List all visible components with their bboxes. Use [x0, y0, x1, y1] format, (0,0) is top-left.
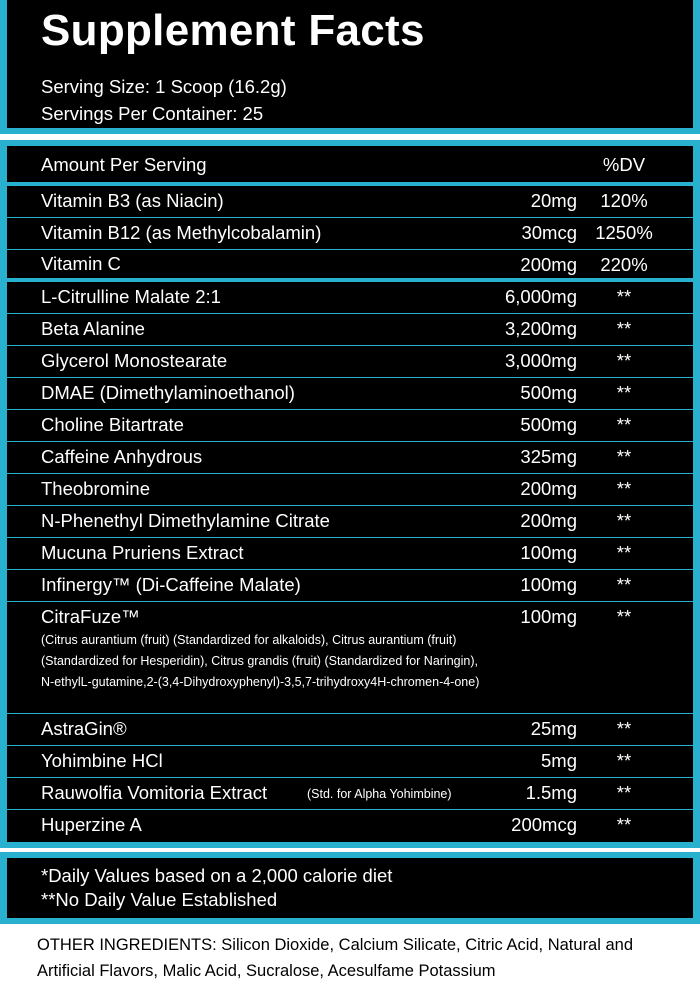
ingredient-amount: 200mg	[520, 254, 577, 275]
ingredient-row	[7, 602, 693, 714]
dv-header: %DV	[602, 154, 646, 175]
ingredient-dv: **	[616, 510, 632, 531]
ingredient-dv: **	[616, 446, 632, 467]
ingredient-amount: 6,000mg	[505, 286, 577, 307]
ingredient-note: (Std. for Alpha Yohimbine)	[307, 787, 452, 801]
ingredient-row	[7, 346, 693, 378]
ingredient-row	[7, 538, 693, 570]
ingredient-amount: 200mg	[520, 510, 577, 531]
facts-panel	[0, 140, 700, 848]
ingredient-name: DMAE (Dimethylaminoethanol)	[41, 382, 295, 403]
ingredient-name: Theobromine	[41, 478, 151, 499]
vitamin-row	[7, 218, 693, 250]
serving-size: Serving Size: 1 Scoop (16.2g)	[41, 76, 287, 97]
ingredient-amount: 100mg	[520, 606, 577, 627]
ingredient-amount: 20mg	[530, 190, 577, 211]
ingredient-description: (Citrus aurantium (fruit) (Standardized for alkaloids), Citrus aurantium (fruit) (Standardized for Hesperidin), Citrus grandis (fruit) (Standardized for Naringin), N-ethylL-gutamine,2-(3,4-Dihydroxyphenyl)-3,5,7-trihydroxy4H-chromen-4-one)	[41, 633, 480, 689]
amount-per-serving-header: Amount Per Serving	[41, 154, 207, 175]
ingredient-name: Infinergy™ (Di-Caffeine Malate)	[41, 574, 301, 595]
ingredient-row	[7, 474, 693, 506]
other-ingredients-text: Silicon Dioxide, Calcium Silicate, Citric Acid, Natural and Artificial Flavors, Malic Acid, Sucralose, Acesulfame Potassium	[37, 936, 634, 980]
ingredient-dv: **	[616, 382, 632, 403]
ingredient-name: Vitamin C	[41, 253, 121, 274]
ingredient-row	[7, 714, 693, 746]
other-ingredients	[37, 932, 687, 984]
ingredient-amount: 100mg	[520, 574, 577, 595]
ingredient-amount: 25mg	[530, 718, 577, 739]
ingredient-row	[7, 442, 693, 474]
footnote-box	[7, 858, 693, 918]
ingredient-dv: **	[616, 606, 632, 627]
no-dv-footnote: **No Daily Value Established	[41, 889, 278, 910]
ingredient-amount: 5mg	[541, 750, 577, 771]
ingredient-dv: 120%	[600, 190, 648, 211]
ingredient-name: Vitamin B12 (as Methylcobalamin)	[41, 222, 322, 243]
ingredient-dv: **	[616, 750, 632, 771]
ingredient-name: Mucuna Pruriens Extract	[41, 542, 244, 563]
ingredient-name: L-Citrulline Malate 2:1	[41, 286, 221, 307]
ingredient-name: Vitamin B3 (as Niacin)	[41, 190, 224, 211]
ingredient-amount: 200mg	[520, 478, 577, 499]
vitamin-row	[7, 186, 693, 218]
ingredient-dv: **	[616, 318, 632, 339]
other-ingredients-label: OTHER INGREDIENTS:	[37, 936, 217, 954]
ingredient-dv: 1250%	[595, 222, 653, 243]
ingredient-name: Caffeine Anhydrous	[41, 446, 203, 467]
daily-value-footnote: *Daily Values based on a 2,000 calorie diet	[41, 865, 393, 886]
ingredient-amount: 500mg	[520, 414, 577, 435]
ingredient-dv: **	[616, 542, 632, 563]
ingredient-amount: 1.5mg	[525, 782, 577, 803]
ingredient-row	[7, 378, 693, 410]
ingredient-row	[7, 410, 693, 442]
ingredient-dv: **	[616, 782, 632, 803]
ingredient-name: Huperzine A	[41, 814, 142, 835]
ingredient-amount: 325mg	[520, 446, 577, 467]
ingredient-dv: **	[616, 286, 632, 307]
ingredient-dv: **	[616, 814, 632, 835]
header-panel	[0, 0, 700, 134]
facts-table	[7, 146, 693, 842]
ingredient-name: Beta Alanine	[41, 318, 145, 339]
ingredient-name: Yohimbine HCl	[41, 750, 163, 771]
ingredient-row	[7, 314, 693, 346]
ingredient-name: AstraGin®	[41, 718, 127, 739]
ingredient-amount: 3,200mg	[505, 318, 577, 339]
ingredient-dv: **	[616, 478, 632, 499]
ingredient-row	[7, 778, 693, 810]
table-header-row	[7, 146, 693, 186]
ingredient-name: Rauwolfia Vomitoria Extract	[41, 782, 268, 803]
ingredient-dv: **	[616, 350, 632, 371]
ingredient-row	[7, 570, 693, 602]
ingredient-dv: **	[616, 574, 632, 595]
ingredient-amount: 100mg	[520, 542, 577, 563]
ingredient-dv: **	[616, 414, 632, 435]
ingredient-dv: 220%	[600, 254, 648, 275]
ingredient-row	[7, 810, 693, 842]
servings-per-container: Servings Per Container: 25	[41, 103, 264, 124]
ingredient-name: CitraFuze™	[41, 606, 140, 627]
ingredient-dv: **	[616, 718, 632, 739]
page-title: Supplement Facts	[41, 6, 425, 55]
footnote-panel	[0, 852, 700, 924]
ingredient-name: N-Phenethyl Dimethylamine Citrate	[41, 510, 330, 531]
ingredient-amount: 500mg	[520, 382, 577, 403]
header-box	[7, 0, 693, 128]
ingredient-amount: 30mcg	[521, 222, 577, 243]
ingredient-name: Choline Bitartrate	[41, 414, 184, 435]
ingredient-name: Glycerol Monostearate	[41, 350, 228, 371]
vitamin-row	[7, 250, 693, 282]
ingredient-amount: 3,000mg	[505, 350, 577, 371]
ingredient-row	[7, 282, 693, 314]
ingredient-row	[7, 506, 693, 538]
ingredient-amount: 200mcg	[511, 814, 577, 835]
ingredient-row	[7, 746, 693, 778]
